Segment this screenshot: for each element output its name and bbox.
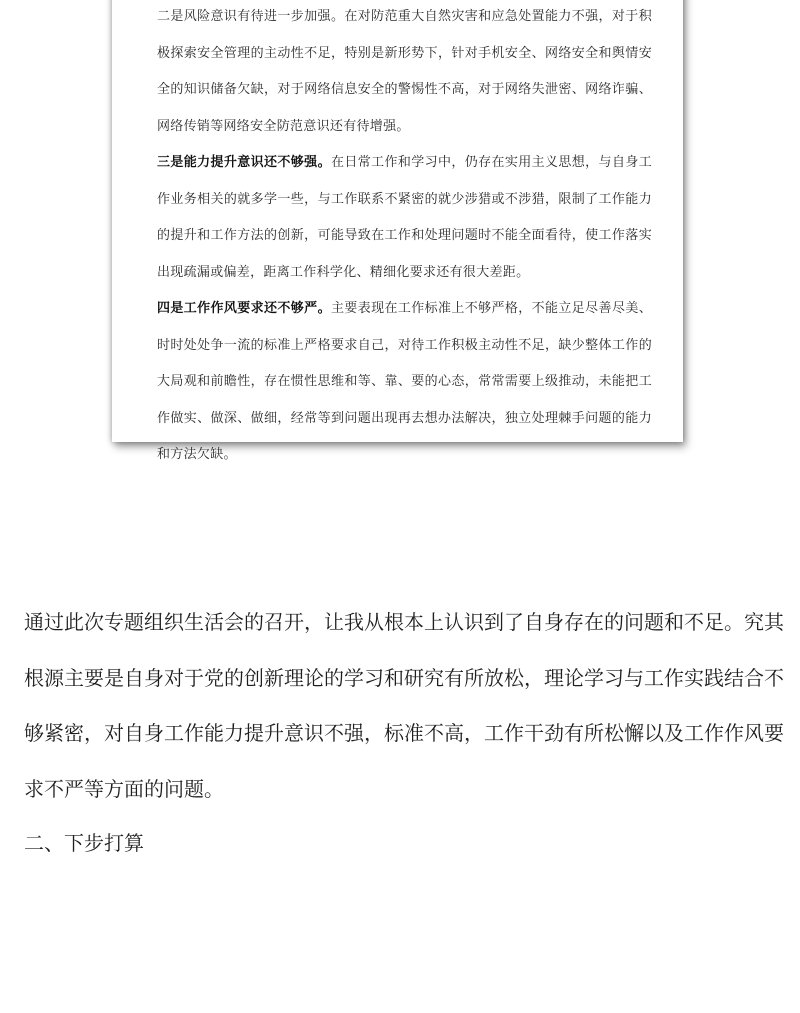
partial-line: 二是风险意识有待进一步加强。在对防范重大自然灾害和应急处置能力不强，对于 [157,9,639,24]
section-heading-next-plan: 二、下步打算 [24,831,144,855]
summary-section [24,595,794,817]
document-page-preview [112,0,683,462]
paragraph-body: 积极探索安全管理的主动性不足，特别是新形势下，针对手机安全、网络安全和舆情安全的知识储备欠缺，对于网络信息安全的警惕性不高，对于网络失泄密、网络诈骗、网络传销等网络安全防范意识还有待增强。 [157,9,652,134]
paragraph-lead: 四是工作作风要求还不够严。 [157,301,331,316]
page-preview-text [157,0,652,474]
paragraph-lead: 三是能力提升意识还不够强。 [157,155,331,170]
paragraph-work-style [157,291,652,474]
paragraph-capability-awareness [157,145,652,291]
paragraph-body: 主要表现在工作标准上不够严格，不能立足尽善尽美、时时处处争一流的标准上严格要求自己，对待工作积极主动性不足，缺少整体工作的大局观和前瞻性，存在惯性思维和等、靠、要的心态，常常需要上级推动，未能把工作做实、做深、做细，经常等到问题出现再去想办法解决，独立处理棘手问题的能力和方法欠缺。 [157,301,653,462]
paragraph-body: 在日常工作和学习中，仍存在实用主义思想，与自身工作业务相关的就多学一些，与工作联系不紧密的就少涉猎或不涉猎，限制了工作能力的提升和工作方法的创新，可能导致在工作和处理问题时不能全面看待，使工作落实出现疏漏或偏差，距离工作科学化、精细化要求还有很大差距。 [157,155,653,280]
paragraph-risk-awareness [157,0,652,145]
summary-paragraph: 通过此次专题组织生活会的召开，让我从根本上认识到了自身存在的问题和不足。究其根源主要是自身对于党的创新理论的学习和研究有所放松，理论学习与工作实践结合不够紧密，对自身工作能力提升意识不强，标准不高，工作干劲有所松懈以及工作作风要求不严等方面的问题。 [24,610,784,801]
